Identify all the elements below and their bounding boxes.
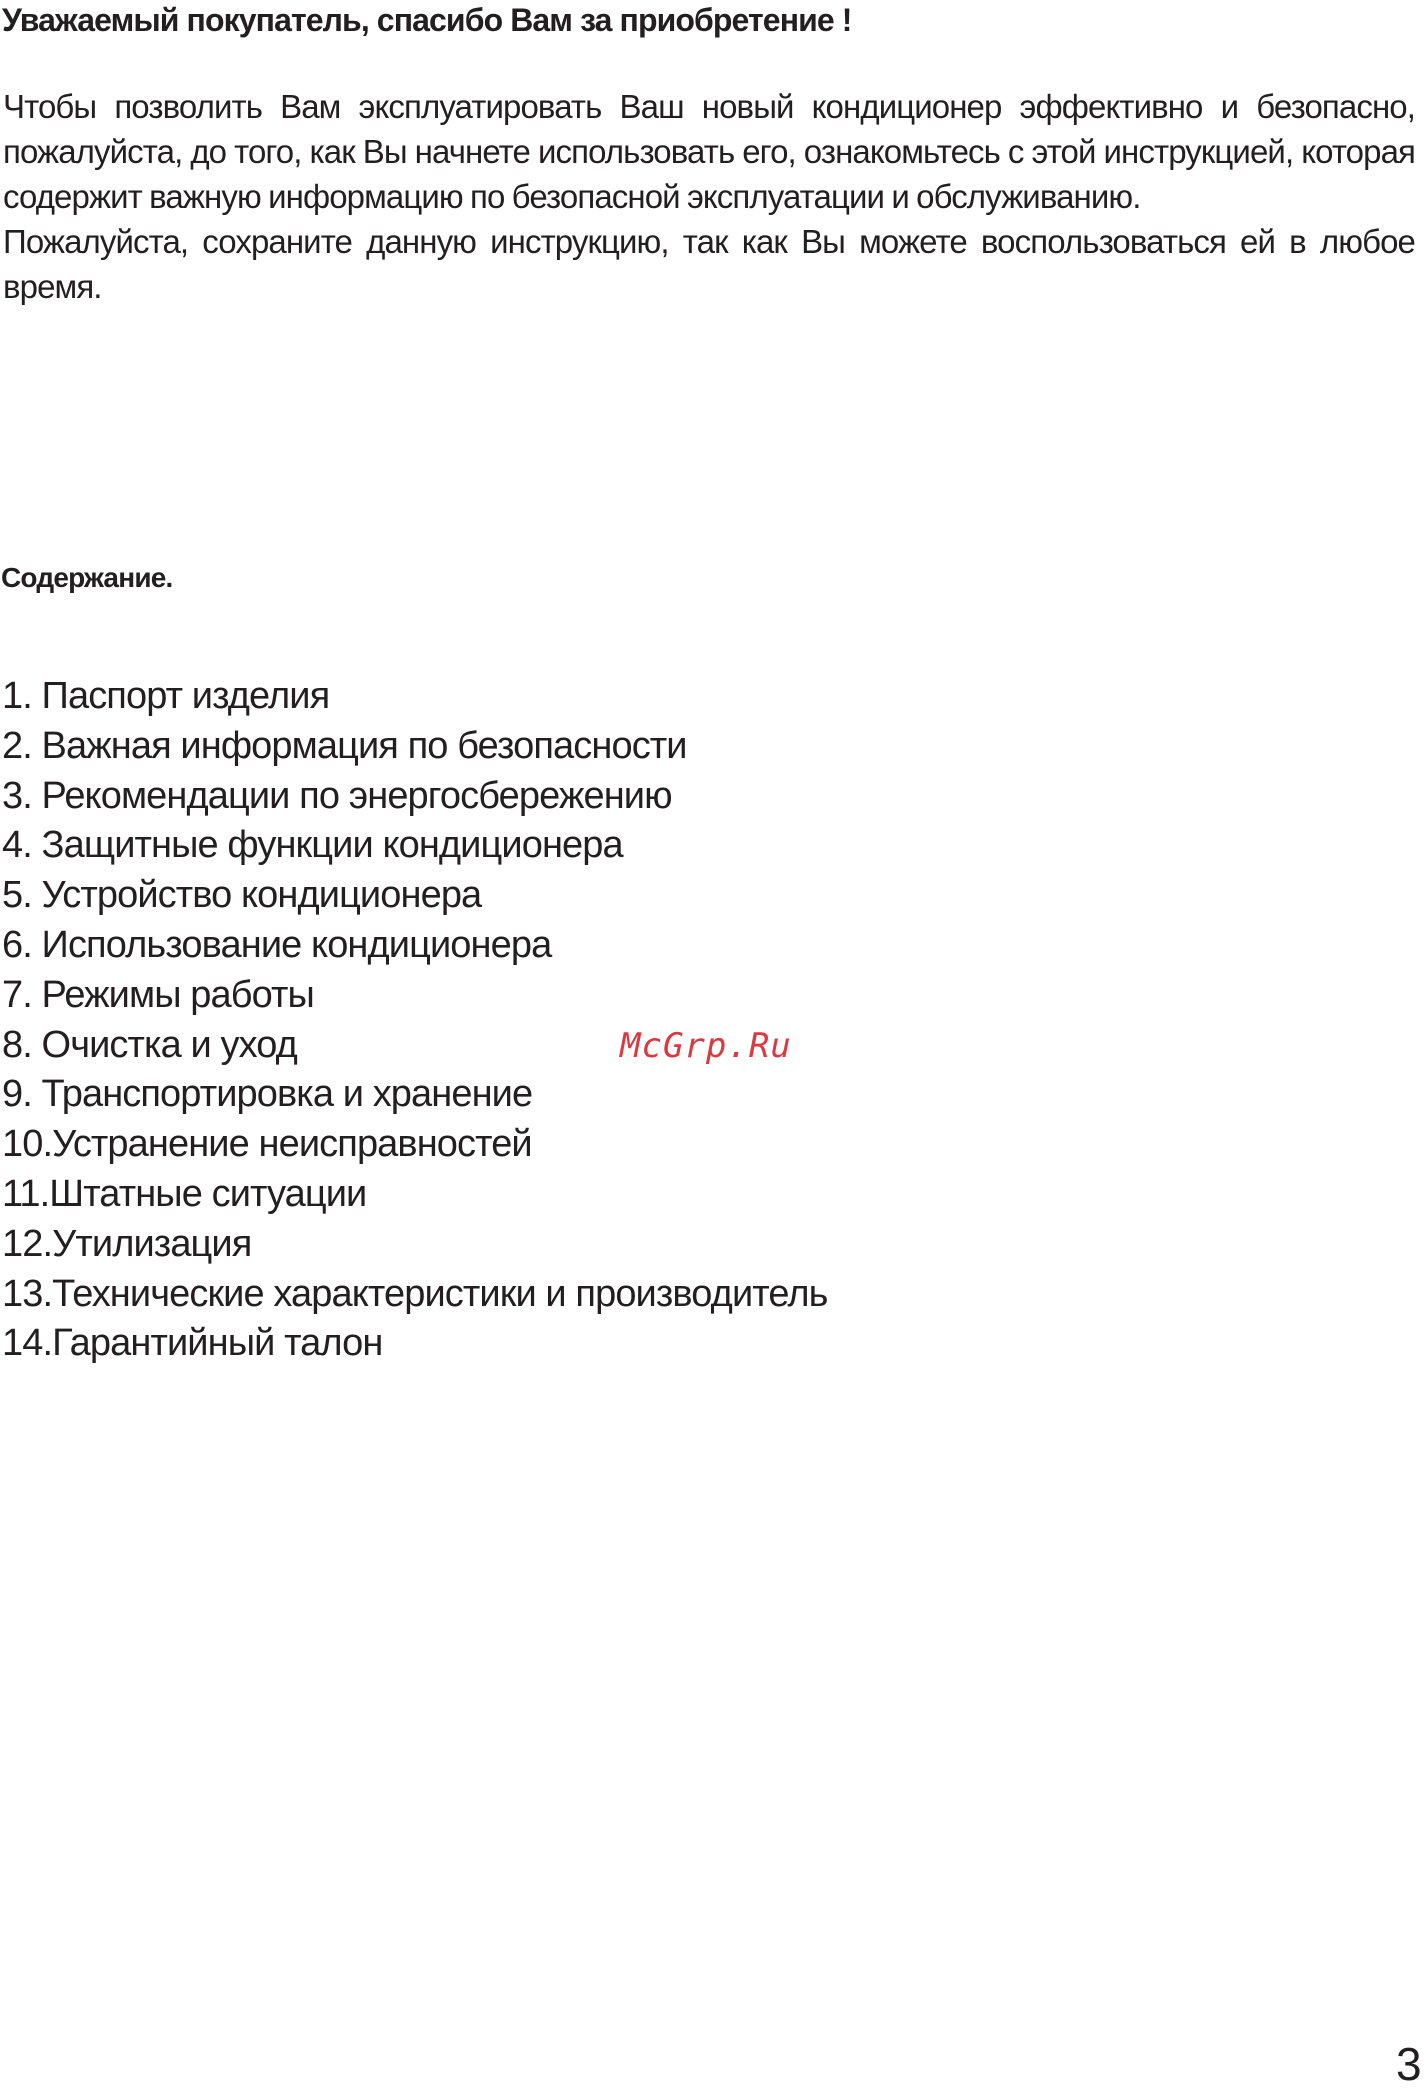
page-number: 3 [1396,2038,1422,2090]
toc-item: 2. Важная информация по безопасности [2,724,687,767]
toc-item: 5. Устройство кондиционера [2,874,482,917]
toc-item: 1. Паспорт изделия [2,675,330,717]
toc-item: 3. Рекомендации по энергосбережению [2,774,672,817]
toc-item: 14.Гарантийный талон [2,1322,383,1365]
intro-paragraph-1: Чтобы позволить Вам эксплуатировать Ваш новый кондиционер эффективно и безопасно, пожалуйста, до того, как Вы начнете использовать его, ознакомьтесь с этой инструкцией, которая содержит важную информацию по безопасной эксплуатации и обслуживанию. [3,88,1415,215]
toc-item: 12.Утилизация [2,1222,252,1265]
toc-item: 9. Транспортировка и хранение [2,1073,533,1116]
toc-item: 10.Устранение неисправностей [2,1123,532,1166]
greeting-heading: Уважаемый покупатель, спасибо Вам за приобретение ! [2,2,852,38]
toc-item: 8. Очистка и уход [2,1023,297,1066]
toc-item: 13.Технические характеристики и производитель [2,1272,828,1315]
watermark: McGrp.Ru [620,1026,792,1066]
intro-text [3,84,1415,309]
toc-item: 7. Режимы работы [2,973,314,1016]
toc-item: 4. Защитные функции кондиционера [2,824,623,867]
intro-paragraph-2: Пожалуйста, сохраните данную инструкцию, так как Вы можете воспользоваться ей в любое время. [3,223,1415,305]
toc-item: 11.Штатные ситуации [2,1172,367,1215]
contents-heading: Содержание. [1,562,173,593]
table-of-contents [2,672,828,1369]
toc-item: 6. Использование кондиционера [2,923,552,966]
